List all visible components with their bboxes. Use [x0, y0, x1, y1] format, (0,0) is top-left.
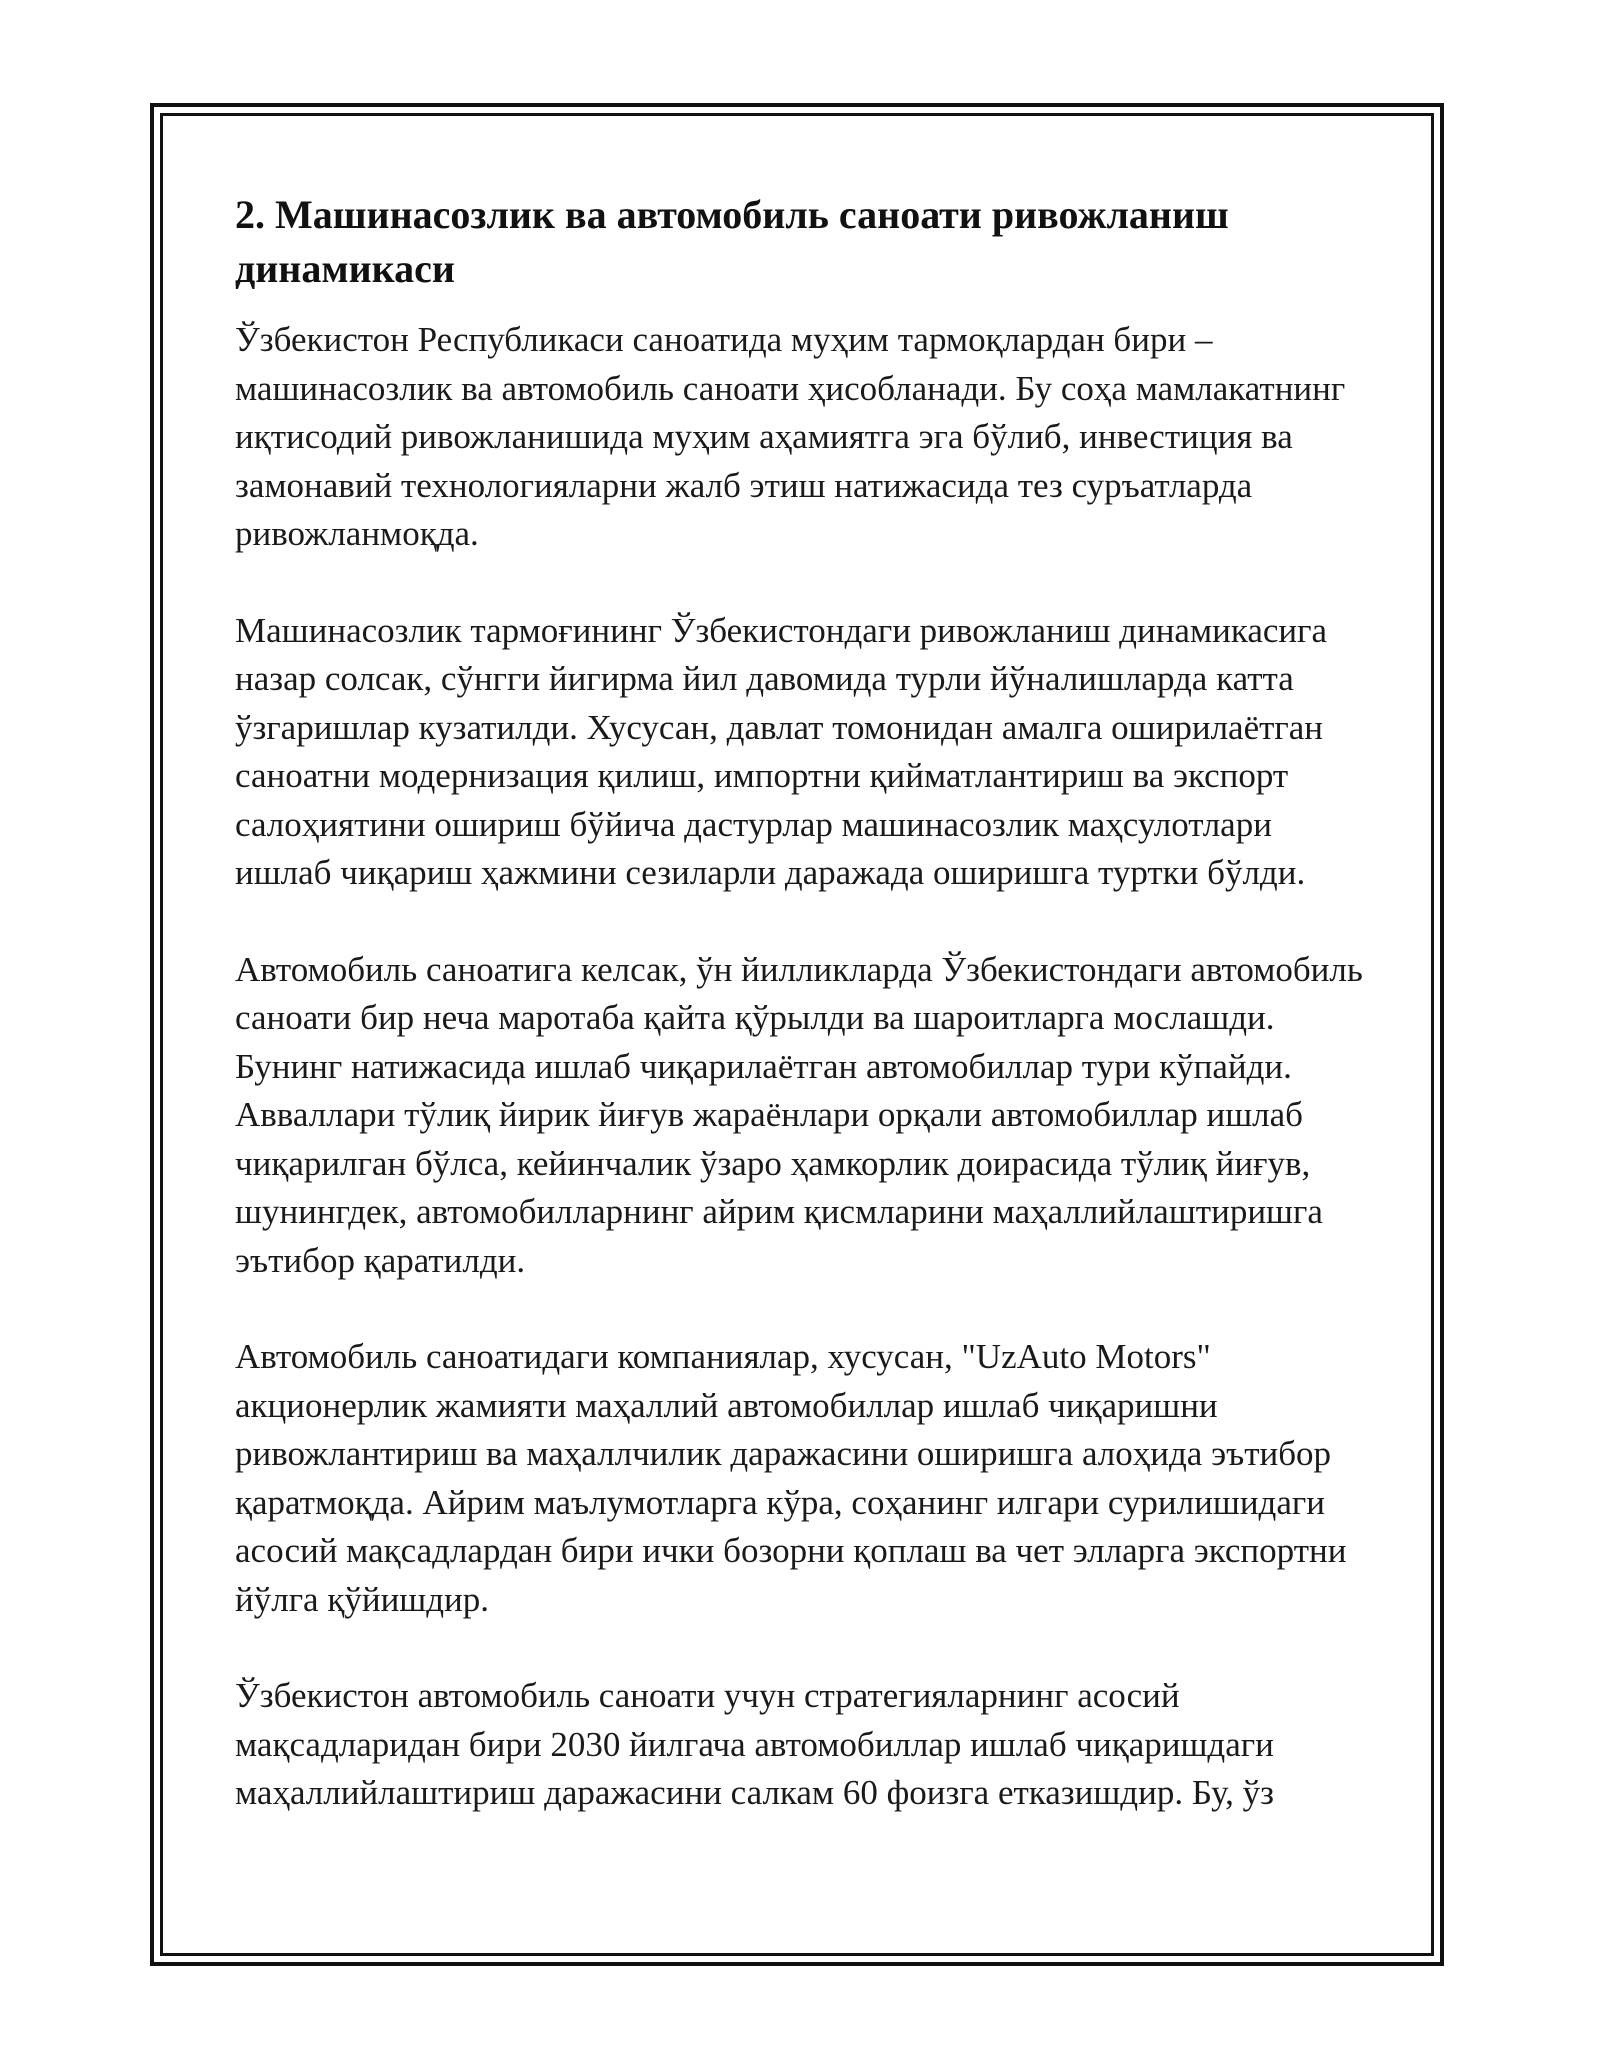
document-body: [235, 188, 1365, 1866]
paragraph-5: Ўзбекистон автомобиль саноати учун стратегияларнинг асосий мақсадларидан бири 2030 йилгача автомобиллар ишлаб чиқаришдаги маҳаллийлаштириш даражасини салкам 60 фоизга етказишдир. Бу, ўз: [235, 1676, 1274, 1812]
paragraph-4: Автомобиль саноатидаги компаниялар, хусусан, "UzAuto Motors" акционерлик жамияти маҳаллий автомобиллар ишлаб чиқаришни ривожлантириш ва маҳаллчилик даражасини оширишга алоҳида эътибор қаратмоқда. Айрим маълумотларга кўра, соҳанинг илгари сурилишидаги асосий мақсадлардан бири ички бозорни қоплаш ва чет элларга экспортни йўлга қўйишдир.: [235, 1337, 1347, 1619]
paragraph-1: Ўзбекистон Республикаси саноатида муҳим тармоқлардан бири – машинасозлик ва автомобиль саноати ҳисобланади. Бу соҳа мамлакатнинг иқтисодий ривожланишида муҳим аҳамиятга эга бўлиб, инвестиция ва замонавий технологияларни жалб этиш натижасида тез суръатларда ривожланмоқда.: [235, 320, 1346, 553]
section-heading: 2. Машинасозлик ва автомобиль саноати ривожланиш динамикаси: [235, 192, 1229, 291]
paragraph-3: Автомобиль саноатига келсак, ўн йилликларда Ўзбекистондаги автомобиль саноати бир неча маротаба қайта қўрылди ва шароитларга мослашди. Бунинг натижасида ишлаб чиқарилаётган автомобиллар тури кўпайди. Авваллари тўлиқ йирик йиғув жараёнлари орқали автомобиллар ишлаб чиқарилган бўлса, кейинчалик ўзаро ҳамкорлик доирасида тўлиқ йиғув, шунингдек, автомобилларнинг айрим қисмларини маҳаллийлаштиришга эътибор қаратилди.: [235, 949, 1363, 1280]
paragraph-2: Машинасозлик тармоғининг Ўзбекистондаги ривожланиш динамикасига назар солсак, сўнгги йигирма йил давомида турли йўналишларда катта ўзгаришлар кузатилди. Хусусан, давлат томонидан амалга оширилаётган саноатни модернизация қилиш, импортни қийматлантириш ва экспорт салоҳиятини ошириш бўйича дастурлар машинасозлик маҳсулотлари ишлаб чиқариш ҳажмини сезиларли даражада оширишга туртки бўлди.: [235, 610, 1328, 892]
